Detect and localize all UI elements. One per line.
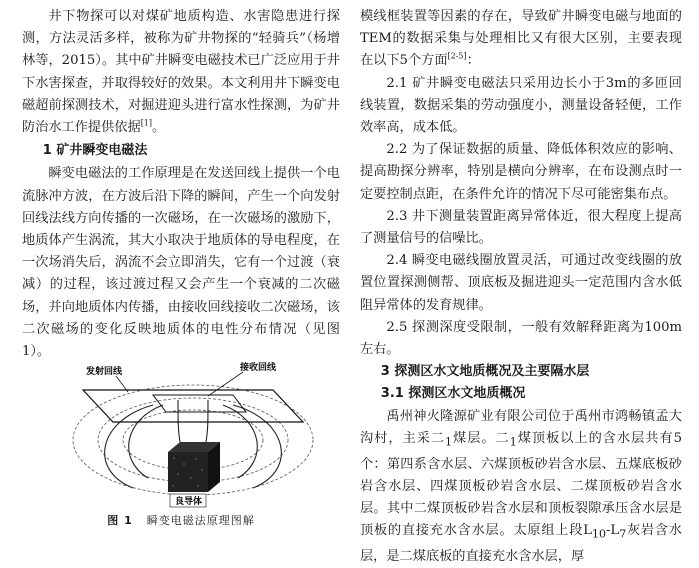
figure-caption-text: 瞬变电磁法原理图解 [146, 514, 255, 527]
tem-difference-text: 模线框装置等因素的存在，导致矿井瞬变电磁与地面的TEM的数据采集与处理相比又有很大区别，主要表现在以下5个方面 [360, 9, 682, 69]
hydrogeology-paragraph: 禹州神火隆源矿业有限公司位于禹州市鸿畅镇孟大沟村，主采二$_1$煤层。二$_1$煤顶板以上的含水层共有5个：第四系含水层、六煤顶板砂岩含水层、五煤底板砂岩含水层、四煤顶板砂岩含水层、二煤顶板砂岩含水层。其中二煤顶板砂岩含水层和顶板裂隙承压含水层是顶板的直接充水含水层。太原组上段$L_{10}-L_7$灰岩含水层，是二煤底板的直接充水含水层，厚 [360, 408, 683, 565]
tem-principle-figure [58, 360, 328, 510]
figure-number: 图 1 [107, 514, 133, 527]
tem-difference-end: ： [466, 53, 480, 69]
item-2-4: 2.4 瞬变电磁线圈放置灵活，可通过改变线圈的放置位置探测侧帮、顶底板及掘进迎头一定范围内含水低阻异常体的发育规律。 [360, 253, 682, 313]
intro-end: 。 [152, 120, 166, 136]
section-heading-1: 1 矿井瞬变电磁法 [42, 143, 148, 159]
conductor-label: 良导体 [175, 497, 203, 507]
intro-paragraph [22, 6, 340, 139]
item-2-2: 2.2 为了保证数据的质量、降低体积效应的影响、提高勘探分辨率，特别是横向分辨率，在布设测点时一定要控制点距，在条件允许的情况下尽可能密集布点。 [360, 142, 682, 202]
item-2-1: 2.1 矿井瞬变电磁法只采用边长小于3m的多匝回线装置，数据采集的劳动强度小，测量设备轻便，工作效率高，成本低。 [360, 75, 682, 136]
receive-loop-label: 接收回线 [240, 363, 277, 373]
left-column [22, 6, 340, 363]
conductor-block [168, 442, 220, 492]
item-2-3: 2.3 井下测量装置距离异常体近，很大程度上提高了测量信号的信噪比。 [360, 208, 682, 247]
principle-paragraph: 瞬变电磁法的工作原理是在发送回线上提供一个电流脉冲方波，在方波后沿下降的瞬间，产生一个向发射回线法线方向传播的一次磁场，在一次磁场的激励下，地质体产生涡流，其大小取决于地质体的导电程度，在一次场消失后，涡流不会立即消失，它有一个过渡（衰减）的过程，该过渡过程又会产生一个衰减的二次磁场，并向地质体内传播，由接收回线接收二次磁场，该二次磁场的变化反映地质体的电性分布情况（见图1）。 [22, 166, 340, 360]
figure-caption [22, 512, 340, 528]
citation-2-5[interactable]: [2-5] [447, 52, 467, 62]
item-2-5: 2.5 探测深度受限制，一般有效解释距离为100m左右。 [360, 319, 682, 358]
right-column [360, 6, 683, 565]
tem-difference-paragraph [360, 6, 682, 73]
subsection-heading-3-1: 3.1 探测区水文地质概况 [380, 386, 526, 402]
send-loop-label: 发射回线 [86, 367, 123, 377]
citation-1[interactable]: [1] [140, 118, 153, 128]
intro-text: 井下物探可以对煤矿地质构造、水害隐患进行探测，方法灵活多样，被称为矿井物探的“轻骑兵”（杨增林等，2015）。其中矿井瞬变电磁技术已广泛应用于井下水害探查，并取得较好的效果。本文利用井下瞬变电磁超前探测技术，对掘进迎头进行富水性探测，为矿井防治水工作提供依据 [22, 9, 340, 136]
section-heading-3: 3 探测区水文地质概况及主要隔水层 [380, 364, 590, 380]
